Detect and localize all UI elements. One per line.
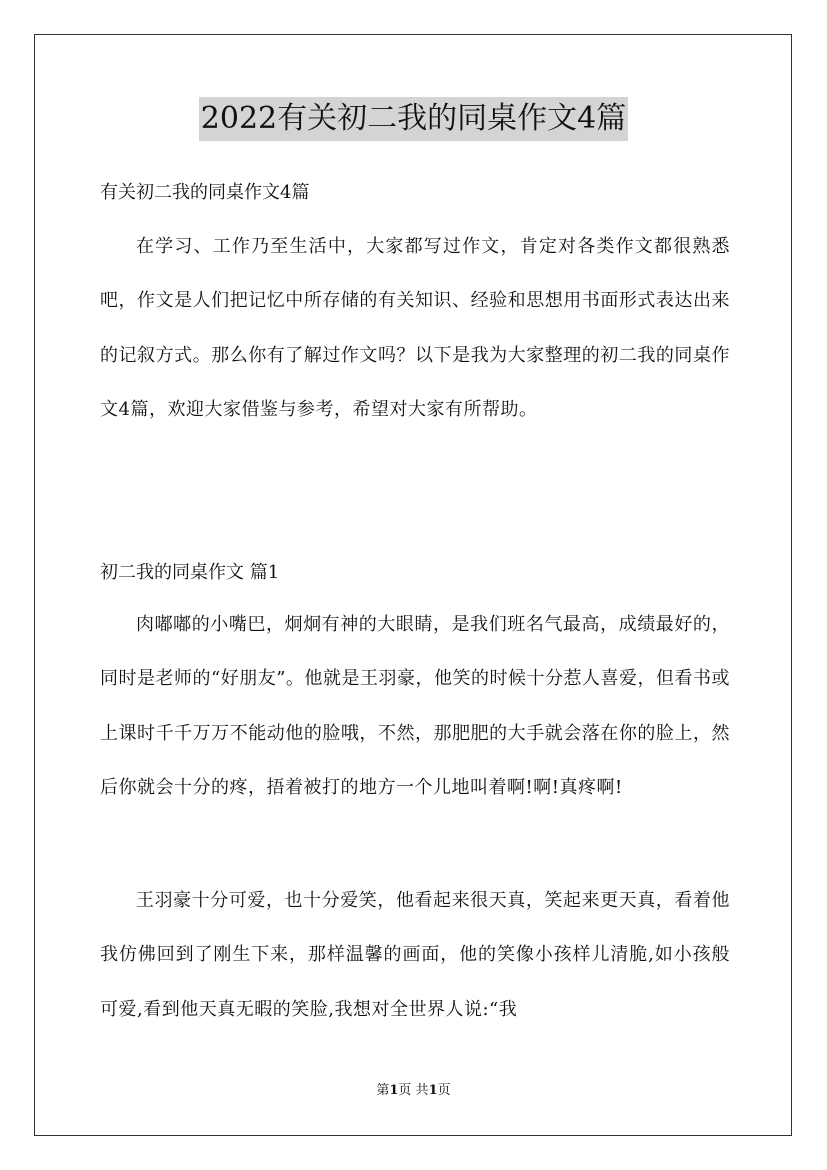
intro-paragraph: 在学习、工作乃至生活中，大家都写过作文，肯定对各类作文都很熟悉吧，作文是人们把记忆中所存储的有关知识、经验和思想用书面形式表达出来的记叙方式。那么你有了解过作文吗？以下是我为大家整理的初二我的同桌作文4篇，欢迎大家借鉴与参考，希望对大家有所帮助。 — [100, 236, 730, 421]
footer-page-number: 1 — [389, 1083, 399, 1098]
footer-page-suffix: 页 — [437, 1083, 451, 1098]
document-title: 2022有关初二我的同桌作文4篇 — [199, 97, 628, 141]
footer-page-total: 1 — [428, 1083, 438, 1098]
document-title-wrapper — [0, 97, 827, 141]
section-heading: 初二我的同桌作文 篇1 — [100, 562, 280, 583]
document-subtitle: 有关初二我的同桌作文4篇 — [100, 182, 310, 203]
footer-page-mid: 页 共 — [398, 1083, 429, 1098]
footer-page-prefix: 第 — [376, 1083, 390, 1098]
page-footer — [0, 1082, 827, 1100]
body-paragraph-2: 王羽豪十分可爱，也十分爱笑，他看起来很天真，笑起来更天真，看着他我仿佛回到了刚生下来，那样温馨的画面，他的笑像小孩样儿清脆,如小孩般可爱,看到他天真无暇的笑脸,我想对全世界人说:“我 — [100, 890, 730, 1020]
body-paragraph-1: 肉嘟嘟的小嘴巴，炯炯有神的大眼睛，是我们班名气最高，成绩最好的，同时是老师的“好朋友”。他就是王羽豪，他笑的时候十分惹人喜爱，但看书或上课时千千万万不能动他的脸哦，不然，那肥肥的大手就会落在你的脸上，然后你就会十分的疼，捂着被打的地方一个儿地叫着啊!啊!真疼啊! — [100, 614, 730, 799]
